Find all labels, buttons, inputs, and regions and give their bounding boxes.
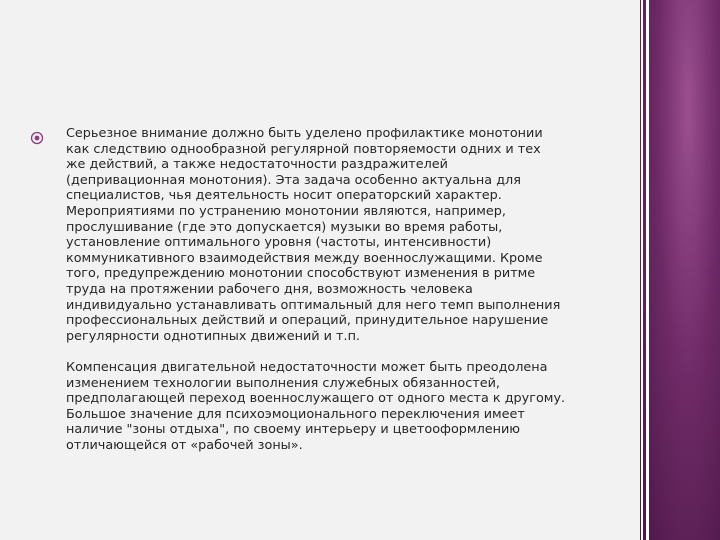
paragraph-line: специалистов, чья деятельность носит операторский характер. (66, 188, 502, 204)
paragraph-line: профессиональных действий и операций, принудительное нарушение (66, 313, 549, 329)
paragraph-line: установление оптимального уровня (частоты, интенсивности) (66, 235, 492, 251)
paragraph-line: отличающейся от «рабочей зоны». (66, 437, 303, 453)
paragraph-line: регулярности однотипных движений и т.п. (66, 328, 361, 344)
paragraph-line: коммуникативного взаимодействия между военнослужащими. Кроме (66, 250, 543, 266)
sidebar-divider-line (641, 0, 643, 540)
paragraph-motor-compensation (66, 360, 614, 454)
paragraph-line: прослушивание (где это допускается) музыки во время работы, (66, 219, 503, 235)
paragraph-line: Серьезное внимание должно быть уделено профилактике монотонии (66, 126, 543, 141)
paragraph-line: же действий, а также недостаточности раздражителей (66, 157, 449, 173)
paragraph-line: как следствию однообразной регулярной повторяемости одних и тех (66, 141, 541, 157)
sidebar-divider-line-2 (646, 0, 649, 540)
target-bullet-icon (30, 131, 44, 145)
paragraph-line: предполагающей переход военнослужащего от одного места к другому. (66, 391, 566, 407)
paragraph-line: изменением технологии выполнения служебных обязанностей, (66, 375, 500, 391)
paragraph-line: Большое значение для психоэмоционального переключения имеет (66, 406, 525, 422)
paragraph-line: наличие "зоны отдыха", по своему интерьеру и цветооформлению (66, 422, 521, 438)
paragraph-line: (депривационная монотония). Эта задача особенно актуальна для (66, 172, 521, 188)
paragraph-line: того, предупреждению монотонии способствуют изменения в ритме (66, 266, 536, 282)
paragraph-line: индивидуально устанавливать оптимальный для него темп выполнения (66, 297, 561, 313)
paragraph-line: труда на протяжении рабочего дня, возможность человека (66, 281, 473, 297)
paragraph-monotony-prevention (66, 126, 614, 344)
decorative-sidebar (640, 0, 720, 540)
paragraph-line: Компенсация двигательной недостаточности может быть преодолена (66, 360, 548, 375)
paragraph-line: Мероприятиями по устранению монотонии являются, например, (66, 203, 506, 219)
